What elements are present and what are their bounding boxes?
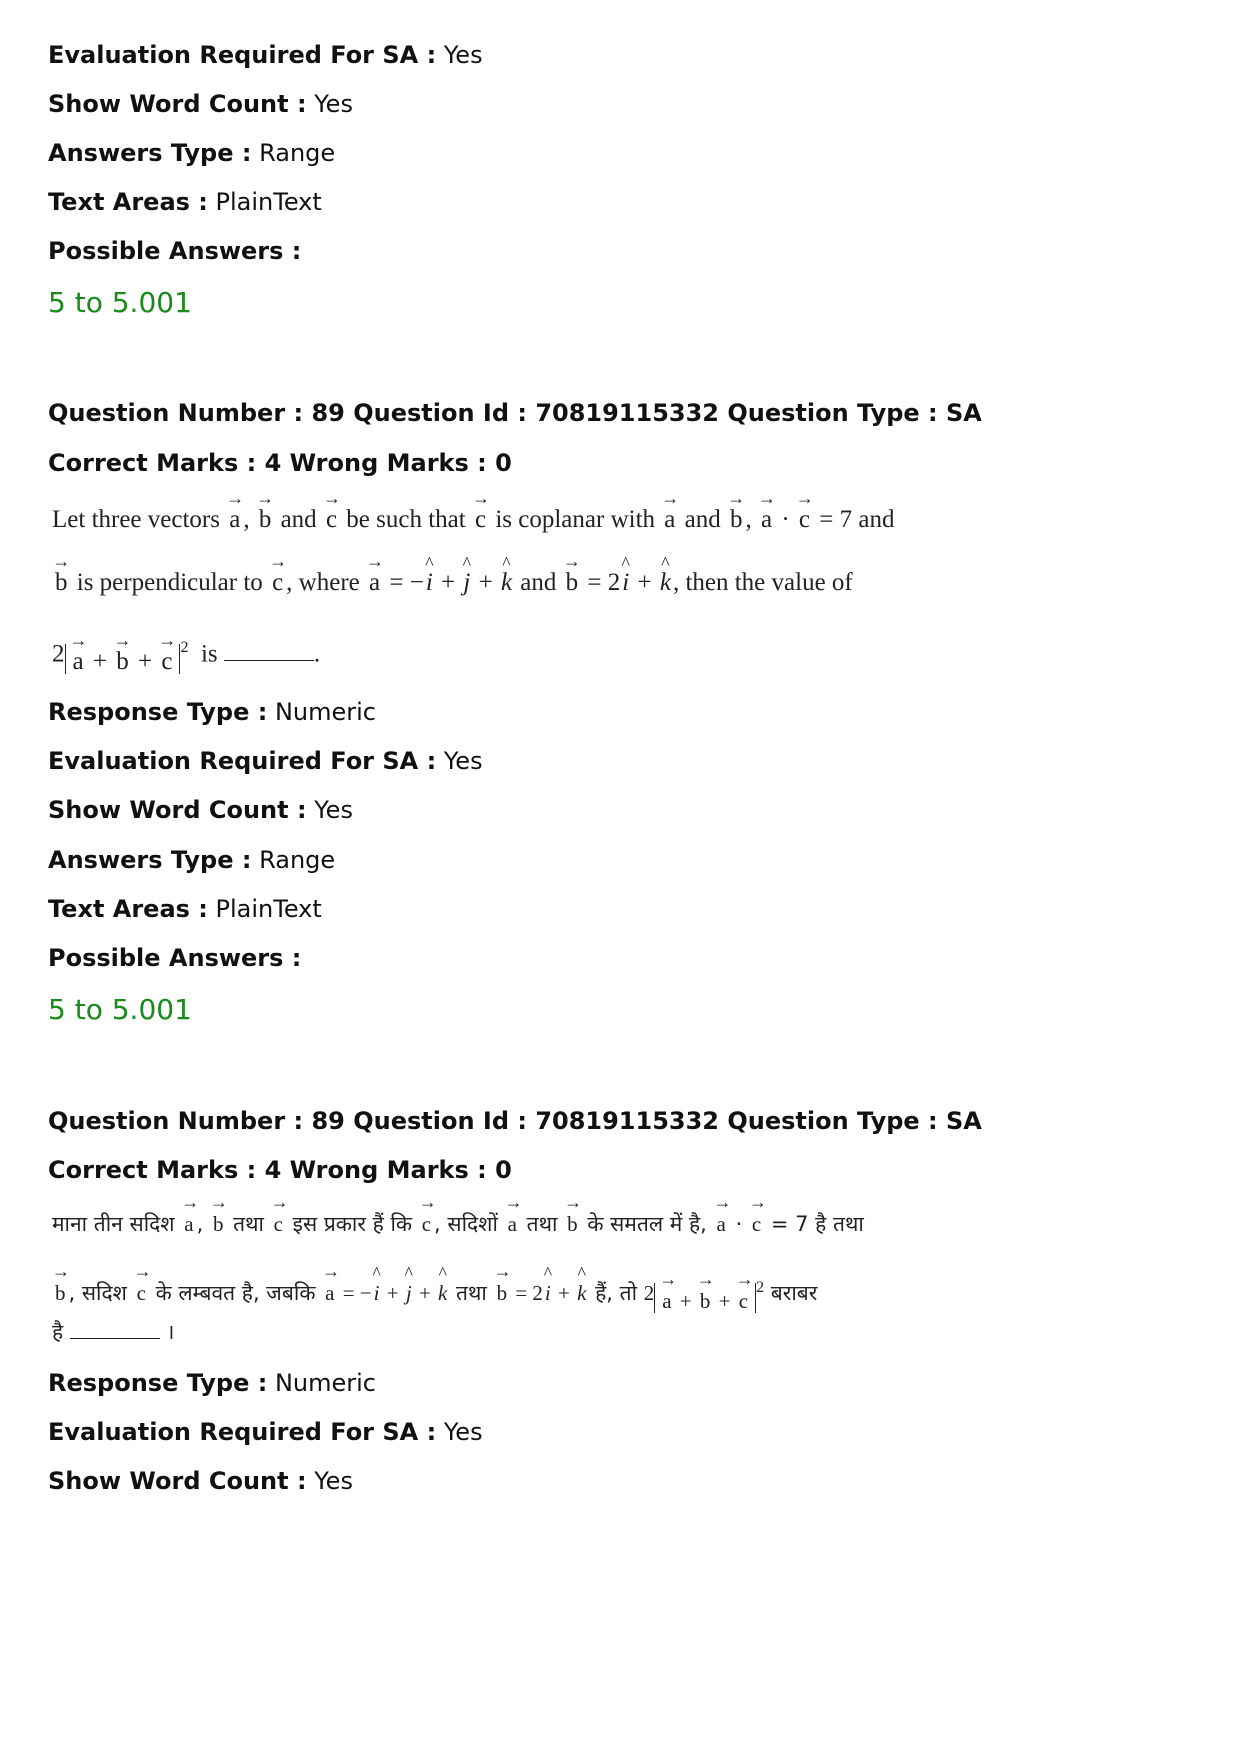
- possible-answer-value: 5 to 5.001: [48, 993, 192, 1026]
- question-text-english-line2: → b is perpendicular to → c , where → a = −^ i + ^ j + ^ k and → b = 2^ i + ^ k, then the value of: [52, 563, 952, 603]
- question-text-english-line3: 2→ a + → b + → $c^2$ is .: [52, 628, 952, 674]
- show-word-count-row: Show Word Count : Yes: [48, 796, 353, 824]
- question-header: Question Number : 89 Question Id : 70819115332 Question Type : SA: [48, 399, 982, 427]
- answers-type-row: Answers Type : Range: [48, 139, 336, 167]
- question-text-hindi-line2: → b , सदिश → c के लम्बवत है, जबकि → a = −^ i + ^ j + ^ k तथा → b = 2^ i + ^ k हैं, तो 2→ a + → b + → $c^2$ बराबर: [52, 1268, 952, 1313]
- evaluation-required-row: Evaluation Required For SA : Yes: [48, 1418, 483, 1446]
- answers-type-row: Answers Type : Range: [48, 846, 336, 874]
- question-marks: Correct Marks : 4 Wrong Marks : 0: [48, 449, 512, 477]
- evaluation-required-row: Evaluation Required For SA : Yes: [48, 747, 483, 775]
- show-word-count-row: Show Word Count : Yes: [48, 90, 353, 118]
- possible-answer-value: 5 to 5.001: [48, 286, 192, 319]
- question-text-english: Let three vectors → a , → b and → c be such that → c is coplanar with → a and → b , → a · → c = 7 and: [52, 500, 952, 540]
- question-text-hindi: माना तीन सदिश → a , → b तथा → c इस प्रकार हैं कि → c , सदिशों → a तथा → b के समतल में है, → a · → c = 7 है तथा: [52, 1204, 952, 1244]
- possible-answers-label: Possible Answers :: [48, 237, 302, 265]
- response-type-row: Response Type : Numeric: [48, 1369, 376, 1397]
- text-areas-row: Text Areas : PlainText: [48, 188, 322, 216]
- possible-answers-label: Possible Answers :: [48, 944, 302, 972]
- show-word-count-row: Show Word Count : Yes: [48, 1467, 353, 1495]
- response-type-row: Response Type : Numeric: [48, 698, 376, 726]
- question-marks: Correct Marks : 4 Wrong Marks : 0: [48, 1156, 512, 1184]
- question-header: Question Number : 89 Question Id : 70819115332 Question Type : SA: [48, 1107, 982, 1135]
- question-text-hindi-line3: है ।: [52, 1320, 175, 1344]
- evaluation-required-row: Evaluation Required For SA : Yes: [48, 41, 483, 69]
- text-areas-row: Text Areas : PlainText: [48, 895, 322, 923]
